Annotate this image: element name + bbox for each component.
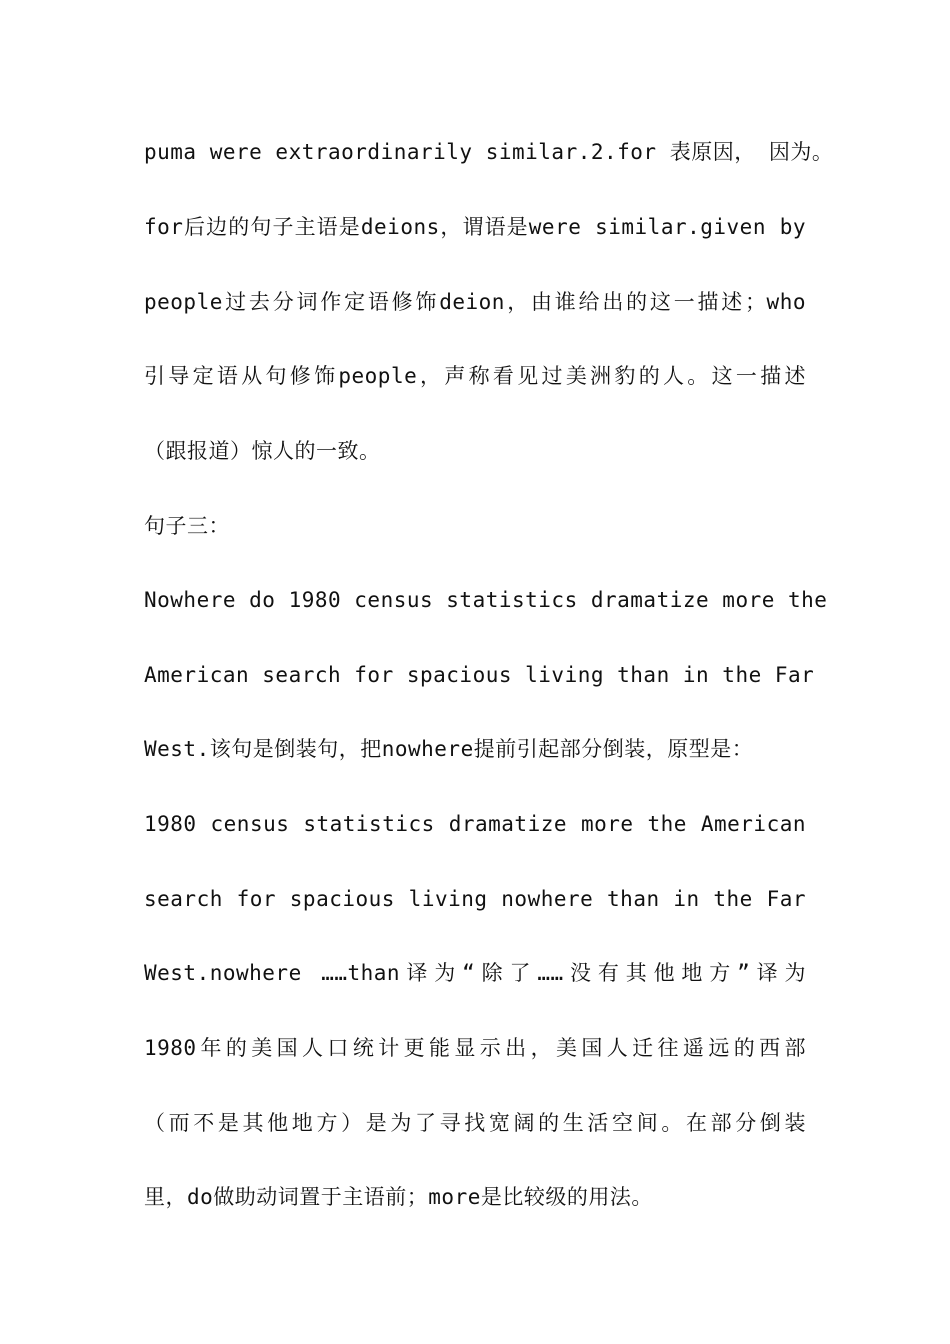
text-line-14: （而不是其他地方）是为了寻找宽阔的生活空间。在部分倒装 — [144, 1111, 806, 1135]
text-line-12: West.nowhere ……than译为“除了……没有其他地方”译为 — [144, 961, 806, 985]
text-line-8: American search for spacious living than in the Far — [144, 663, 815, 687]
text-line-3: people过去分词作定语修饰deion，由谁给出的这一描述；who — [144, 290, 806, 314]
text-line-9: West.该句是倒装句，把nowhere提前引起部分倒装，原型是： — [144, 737, 754, 761]
text-line-13: 1980年的美国人口统计更能显示出，美国人迁往遥远的西部 — [144, 1036, 806, 1060]
text-line-11: search for spacious living nowhere than in the Far — [144, 887, 806, 911]
text-line-10: 1980 census statistics dramatize more the American — [144, 812, 806, 836]
section-heading: 句子三： — [144, 514, 230, 538]
text-line-4: 引导定语从句修饰people，声称看见过美洲豹的人。这一描述 — [144, 364, 806, 388]
text-line-7: Nowhere do 1980 census statistics dramatize more the — [144, 588, 828, 612]
text-line-1: puma were extraordinarily similar.2.for 表原因， 因为。 — [144, 140, 834, 164]
text-line-15: 里，do做助动词置于主语前；more是比较级的用法。 — [144, 1185, 653, 1209]
text-line-2: for后边的句子主语是deions，谓语是were similar.given by — [144, 215, 806, 239]
text-line-5: （跟报道）惊人的一致。 — [144, 439, 381, 463]
